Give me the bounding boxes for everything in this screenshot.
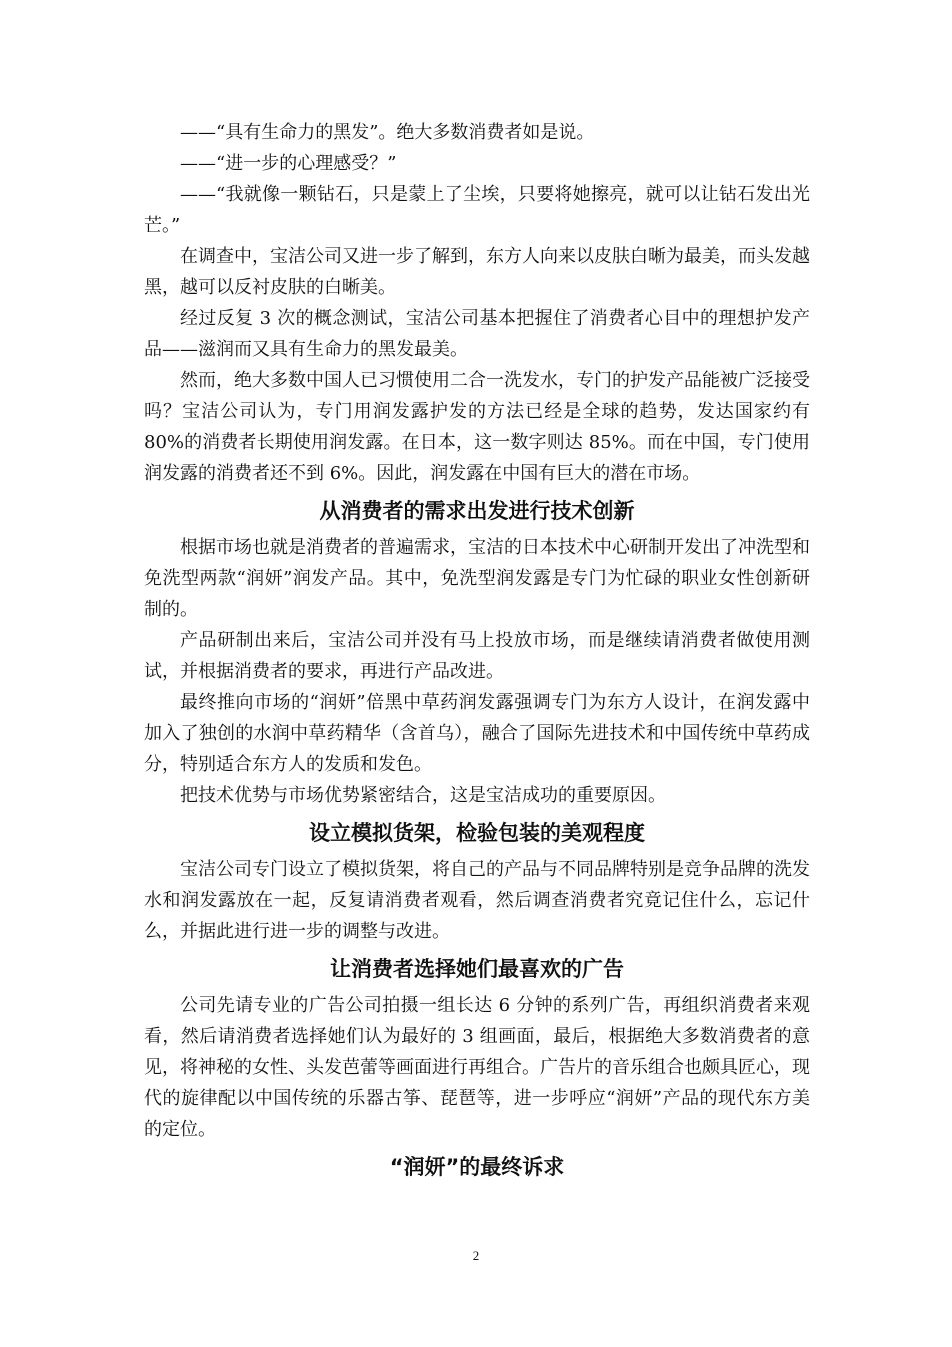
paragraph: 经过反复 3 次的概念测试，宝洁公司基本把握住了消费者心目中的理想护发产品——滋润而又具有生命力的黑发最美。 (144, 308, 810, 360)
paragraph: 根据市场也就是消费者的普遍需求，宝洁的日本技术中心研制开发出了冲洗型和免洗型两款“润妍”润发产品。其中，免洗型润发露是专门为忙碌的职业女性创新研制的。 (144, 537, 810, 620)
paragraph: 公司先请专业的广告公司拍摄一组长达 6 分钟的系列广告，再组织消费者来观看，然后请消费者选择她们认为最好的 3 组画面，最后，根据绝大多数消费者的意见，将神秘的女性、头发芭蕾等画面进行再组合。广告片的音乐组合也颇具匠心，现代的旋律配以中国传统的乐器古筝、琵琶等，进一步呼应“润妍”产品的现代东方美的定位。 (144, 995, 810, 1140)
paragraph: ——“进一步的心理感受？” (180, 153, 397, 174)
paragraph: 最终推向市场的“润妍”倍黑中草药润发露强调专门为东方人设计，在润发露中加入了独创的水润中草药精华（含首乌），融合了国际先进技术和中国传统中草药成分，特别适合东方人的发质和发色。 (144, 692, 810, 775)
paragraph: 把技术优势与市场优势紧密结合，这是宝洁成功的重要原因。 (180, 785, 666, 806)
section-heading: 让消费者选择她们最喜欢的广告 (330, 957, 624, 981)
paragraph: ——“具有生命力的黑发”。绝大多数消费者如是说。 (180, 122, 595, 143)
paragraph: ——“我就像一颗钻石，只是蒙上了尘埃，只要将她擦亮，就可以让钻石发出光芒。” (144, 184, 810, 236)
section-heading: “润妍”的最终诉求 (389, 1155, 565, 1179)
page-number: 2 (472, 1248, 480, 1263)
page-content (144, 117, 810, 1188)
section-heading: 设立模拟货架，检验包装的美观程度 (309, 821, 645, 845)
paragraph: 在调查中，宝洁公司又进一步了解到，东方人向来以皮肤白晰为最美，而头发越黑，越可以反衬皮肤的白晰美。 (144, 246, 810, 298)
paragraph: 然而，绝大多数中国人已习惯使用二合一洗发水，专门的护发产品能被广泛接受吗？宝洁公司认为，专门用润发露护发的方法已经是全球的趋势，发达国家约有 80%的消费者长期使用润发露。在日本，这一数字则达 85%。而在中国，专门使用润发露的消费者还不到 6%。因此，润发露在中国有巨大的潜在市场。 (144, 370, 810, 484)
paragraph: 宝洁公司专门设立了模拟货架，将自己的产品与不同品牌特别是竞争品牌的洗发水和润发露放在一起，反复请消费者观看，然后调查消费者究竟记住什么，忘记什么，并据此进行进一步的调整与改进。 (144, 859, 810, 942)
section-heading: 从消费者的需求出发进行技术创新 (319, 499, 635, 523)
paragraph: 产品研制出来后，宝洁公司并没有马上投放市场，而是继续请消费者做使用测试，并根据消费者的要求，再进行产品改进。 (144, 630, 810, 682)
